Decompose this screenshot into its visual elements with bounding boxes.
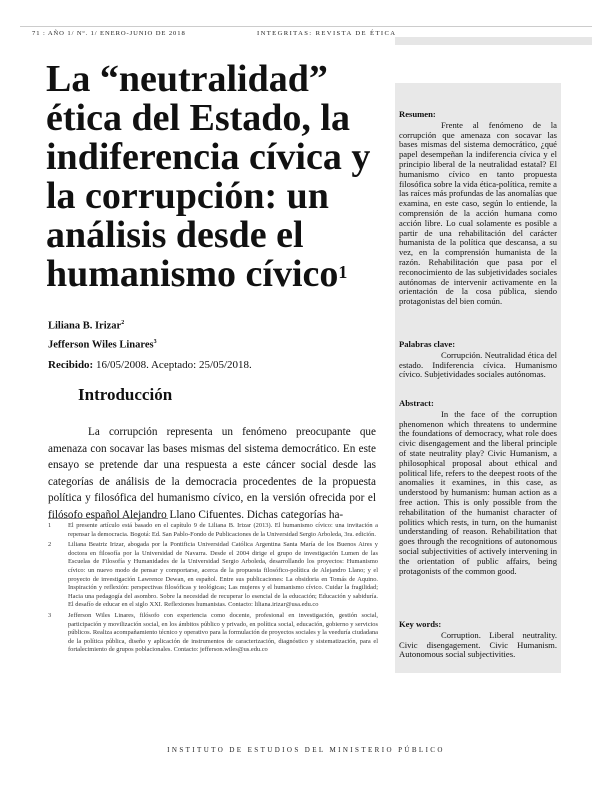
article-title: La “neutralidad” ética del Estado, la indiferencia cívica y la corrupción: un análisis desde el humanismo cívico$^1$ <box>46 58 371 295</box>
keywords-label: Key words: <box>399 619 442 629</box>
palabras-clave-block <box>399 340 557 380</box>
footnotes <box>48 522 378 657</box>
keywords-text: Corruption. Liberal neutrality. Civic disengagement. Civic Humanism. Autonomous social subjectivities. <box>399 629 557 660</box>
footnote-1: 1 El presente artículo está basado en el capítulo 9 de Liliana B. Irizar (2013). El humanismo cívico: una invitación a repensar la democracia. Bogotá: Ed. San Pablo-Fondo de Publicaciones de la Universidad Sergio Arboleda, 3ra. edición. <box>48 522 378 538</box>
resumen-label: Resumen: <box>399 109 436 119</box>
resumen-text: Frente al fenómeno de la corrupción que amenaza con socavar las bases mismas del sistema democrático, ¿qué papel desempeñan la indiferencia cívica y el principio liberal de la neutralidad estatal? El humanismo cívico en tanto propuesta filosófica sobre la vida ética-política, remite a las raíces más profundas de las anomalías que examina, en este caso, según lo entiende, la comprensión de la acción humana como acción libre. Lo cual solamente es posible a partir de una rehabilitación del carácter humanista de la política que descansa, a su vez, en la comprensión humanista de la razón. Rehabilitación que pasa por el reconocimiento de las subjetividades sociales autónomas de intervenir activamente en la orientación de la cosa pública, siendo protagonistas del bien común. <box>399 119 557 307</box>
running-header-journal: INTEGRITAS: REVISTA DE ÉTICA <box>257 30 397 37</box>
keywords-block <box>399 620 557 660</box>
page-footer: INSTITUTO DE ESTUDIOS DEL MINISTERIO PÚBLICO <box>167 746 445 754</box>
running-header-issue: 71 : AÑO 1/ Nº. 1/ ENERO-JUNIO DE 2018 <box>32 30 186 37</box>
body-paragraph: La corrupción representa un fenómeno preocupante que amenaza con socavar las bases mismas del sistema democrático. En este ensayo se pretende dar una respuesta a este cáncer social desde las categorías de análisis de la democracia procedentes de la propuesta política y filosófica del humanismo cívico, en la versión ofrecida por el filósofo español Alejandro Llano Cifuentes. Dichas categorías ha- <box>48 426 376 521</box>
section-heading-introduction: Introducción <box>78 385 173 404</box>
abstract-block <box>399 399 557 576</box>
resumen-block <box>399 110 557 307</box>
abstract-text: In the face of the corruption phenomenon which threatens to undermine the foundations of democracy, what role does civic disengagement and the liberal principle of state neutrality play? Civic Humanism, a philosophical proposal about ethical and political life, refers to the deepest roots of the anomalies it examines, in this case, as understood by humanism: human action as a free action. This is only possible from the rehabilitation of the humanist character of politics which rests, in turn, on the humanist understanding of reason. Rehabilitation that goes through the recognitions of autonomous social subjectivities of actively intervening in the orientation of public affairs, being protagonists of the common good. <box>399 408 557 576</box>
author-1: Liliana B. Irizar$^2$ <box>48 320 125 332</box>
palabras-clave-label: Palabras clave: <box>399 339 456 349</box>
header-rule <box>20 26 592 27</box>
received-dates: Recibido: 16/05/2008. Aceptado: 25/05/2018. <box>48 359 252 371</box>
author-2: Jefferson Wiles Linares$^3$ <box>48 339 157 351</box>
footnote-rule <box>48 518 168 519</box>
abstract-label: Abstract: <box>399 398 434 408</box>
palabras-clave-text: Corrupción. Neutralidad ética del estado. Indiferencia cívica. Humanismo cívico. Subjetividades sociales autónomas. <box>399 349 557 380</box>
footnote-2: 2 Liliana Beatriz Irizar, abogada por la Pontificia Universidad Católica Argentina Santa María de los Buenos Aires y doctora en filosofía por la Universidad de Navarra. Desde el 2004 dirige el grupo de investigación Lumen de las Escuelas de Filosofía y Humanidades de la Universidad Sergio Arboleda, desarrollando los proyectos: Humanismo cívico: un nuevo modo de pensar y comportarse, acerca de la propuesta filosófico-política de Alejandro Llano; y el proyecto de investigación Lawrence Dewan, en español. Entre sus publicaciones: La obsidoria en Tomás de Aquino. Inspiración y reflexión: perspectivas filosóficas y teológicas; Las mujeres y el humanismo cívico. Cuidar la fragilidad; Hacia una pedagogía del asombro. Sobre la necesidad de recuperar lo esencial de la educación; Educación y sabiduría. El desafío de educar en el siglo XXI. Reflexiones humanistas. Contacto: liliana.irizar@usa.edu.co <box>48 541 378 609</box>
footnote-3: 3 Jefferson Wiles Linares, filósofo con experiencia como docente, profesional en investigación, gestión social, participación y movilización social, en los ámbitos público y privado, en política social, educación, gobierno y servicios públicos. Realiza acompañamiento técnico y operativo para la formulación de proyectos sociales y la veeduría ciudadana de la política pública, diseño y aplicación de instrumentos de caracterización, diagnóstico y sistematización, para el fortalecimiento de grupos poblacionales. Contacto: jefferson.wiles@us.edu.co <box>48 611 378 654</box>
header-band <box>395 37 592 45</box>
title-footnote-ref: 1 <box>338 262 348 282</box>
